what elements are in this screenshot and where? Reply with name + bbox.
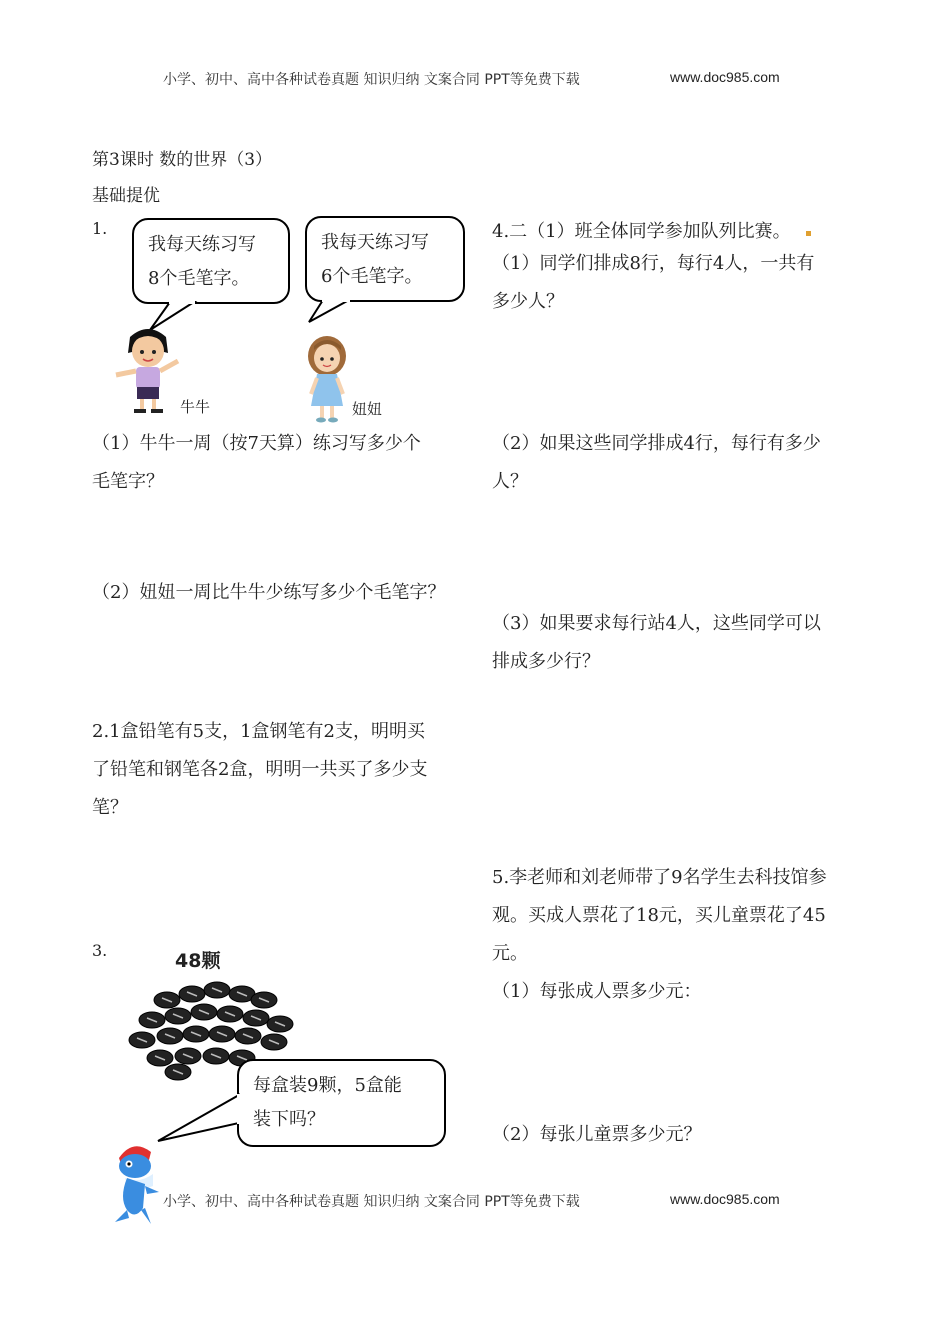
boy-illustration — [114, 325, 184, 415]
text-line: 毛笔字？ — [92, 471, 164, 492]
text-line: 了铅笔和钢笔各2盒，明明一共买了多少支 — [92, 759, 428, 780]
q1-sub1 — [92, 425, 421, 501]
bubble-line: 装下吗？ — [253, 1109, 325, 1130]
footer-site: www.doc985.com — [670, 1191, 780, 1207]
bubble-line: 每盒装9颗，5盒能 — [253, 1075, 402, 1096]
header-site: www.doc985.com — [670, 69, 780, 85]
text-line: 元。 — [492, 943, 528, 964]
text-line: （1）同学们排成8行，每行4人，一共有 — [492, 253, 815, 274]
q3-number: 3. — [92, 941, 108, 960]
q4-sub2 — [492, 425, 821, 501]
q1-number: 1. — [92, 219, 108, 238]
boy-name: 牛牛 — [180, 398, 211, 416]
q1-bubble-right-tail — [305, 300, 365, 330]
q1-bubble-left — [132, 218, 290, 304]
text-line: （1）牛牛一周（按7天算）练习写多少个 — [92, 433, 421, 454]
text-line: 观。买成人票花了18元，买儿童票花了45 — [492, 905, 826, 926]
q1-bubble-right — [305, 216, 465, 302]
section-label: 基础提优 — [92, 186, 160, 206]
text-line: （2）如果这些同学排成4行，每行有多少 — [492, 433, 821, 454]
footer-text: 小学、初中、高中各种试卷真题 知识归纳 文案合同 PPT等免费下载 — [163, 1194, 580, 1210]
girl-name: 妞妞 — [352, 400, 383, 418]
q5-text — [492, 859, 827, 973]
q5-sub2: （2）每张儿童票多少元？ — [492, 1124, 702, 1145]
q4-sub3 — [492, 605, 821, 681]
bubble-line: 8个毛笔字。 — [148, 268, 250, 289]
lesson-title: 第3课时 数的世界（3） — [92, 150, 273, 170]
dolphin-mascot-icon — [105, 1138, 165, 1228]
text-line: 人？ — [492, 471, 528, 492]
bubble-line: 6个毛笔字。 — [321, 266, 423, 287]
q5-sub1: （1）每张成人票多少元： — [492, 981, 702, 1002]
text-line: （3）如果要求每行站4人，这些同学可以 — [492, 613, 821, 634]
q3-bubble — [237, 1059, 446, 1147]
candy-count-label: 48颗 — [175, 950, 221, 972]
bubble-line: 我每天练习写 — [148, 234, 256, 255]
bubble-line: 我每天练习写 — [321, 232, 429, 253]
text-line: 排成多少行？ — [492, 651, 600, 672]
girl-illustration — [305, 334, 355, 424]
q4-intro: 4.二（1）班全体同学参加队列比赛。 — [492, 221, 791, 242]
header-text: 小学、初中、高中各种试卷真题 知识归纳 文案合同 PPT等免费下载 — [163, 72, 580, 88]
text-line: 5.李老师和刘老师带了9名学生去科技馆参 — [492, 867, 827, 888]
text-line: 2.1盒铅笔有5支，1盒钢笔有2支，明明买 — [92, 721, 425, 742]
q3-bubble-tail — [158, 1095, 248, 1145]
text-line: 笔？ — [92, 797, 128, 818]
text-line: 多少人？ — [492, 291, 564, 312]
q1-sub2: （2）妞妞一周比牛牛少练写多少个毛笔字？ — [92, 582, 446, 603]
q4-sub1 — [492, 245, 814, 321]
stray-mark — [806, 231, 811, 236]
q2-text — [92, 713, 427, 827]
